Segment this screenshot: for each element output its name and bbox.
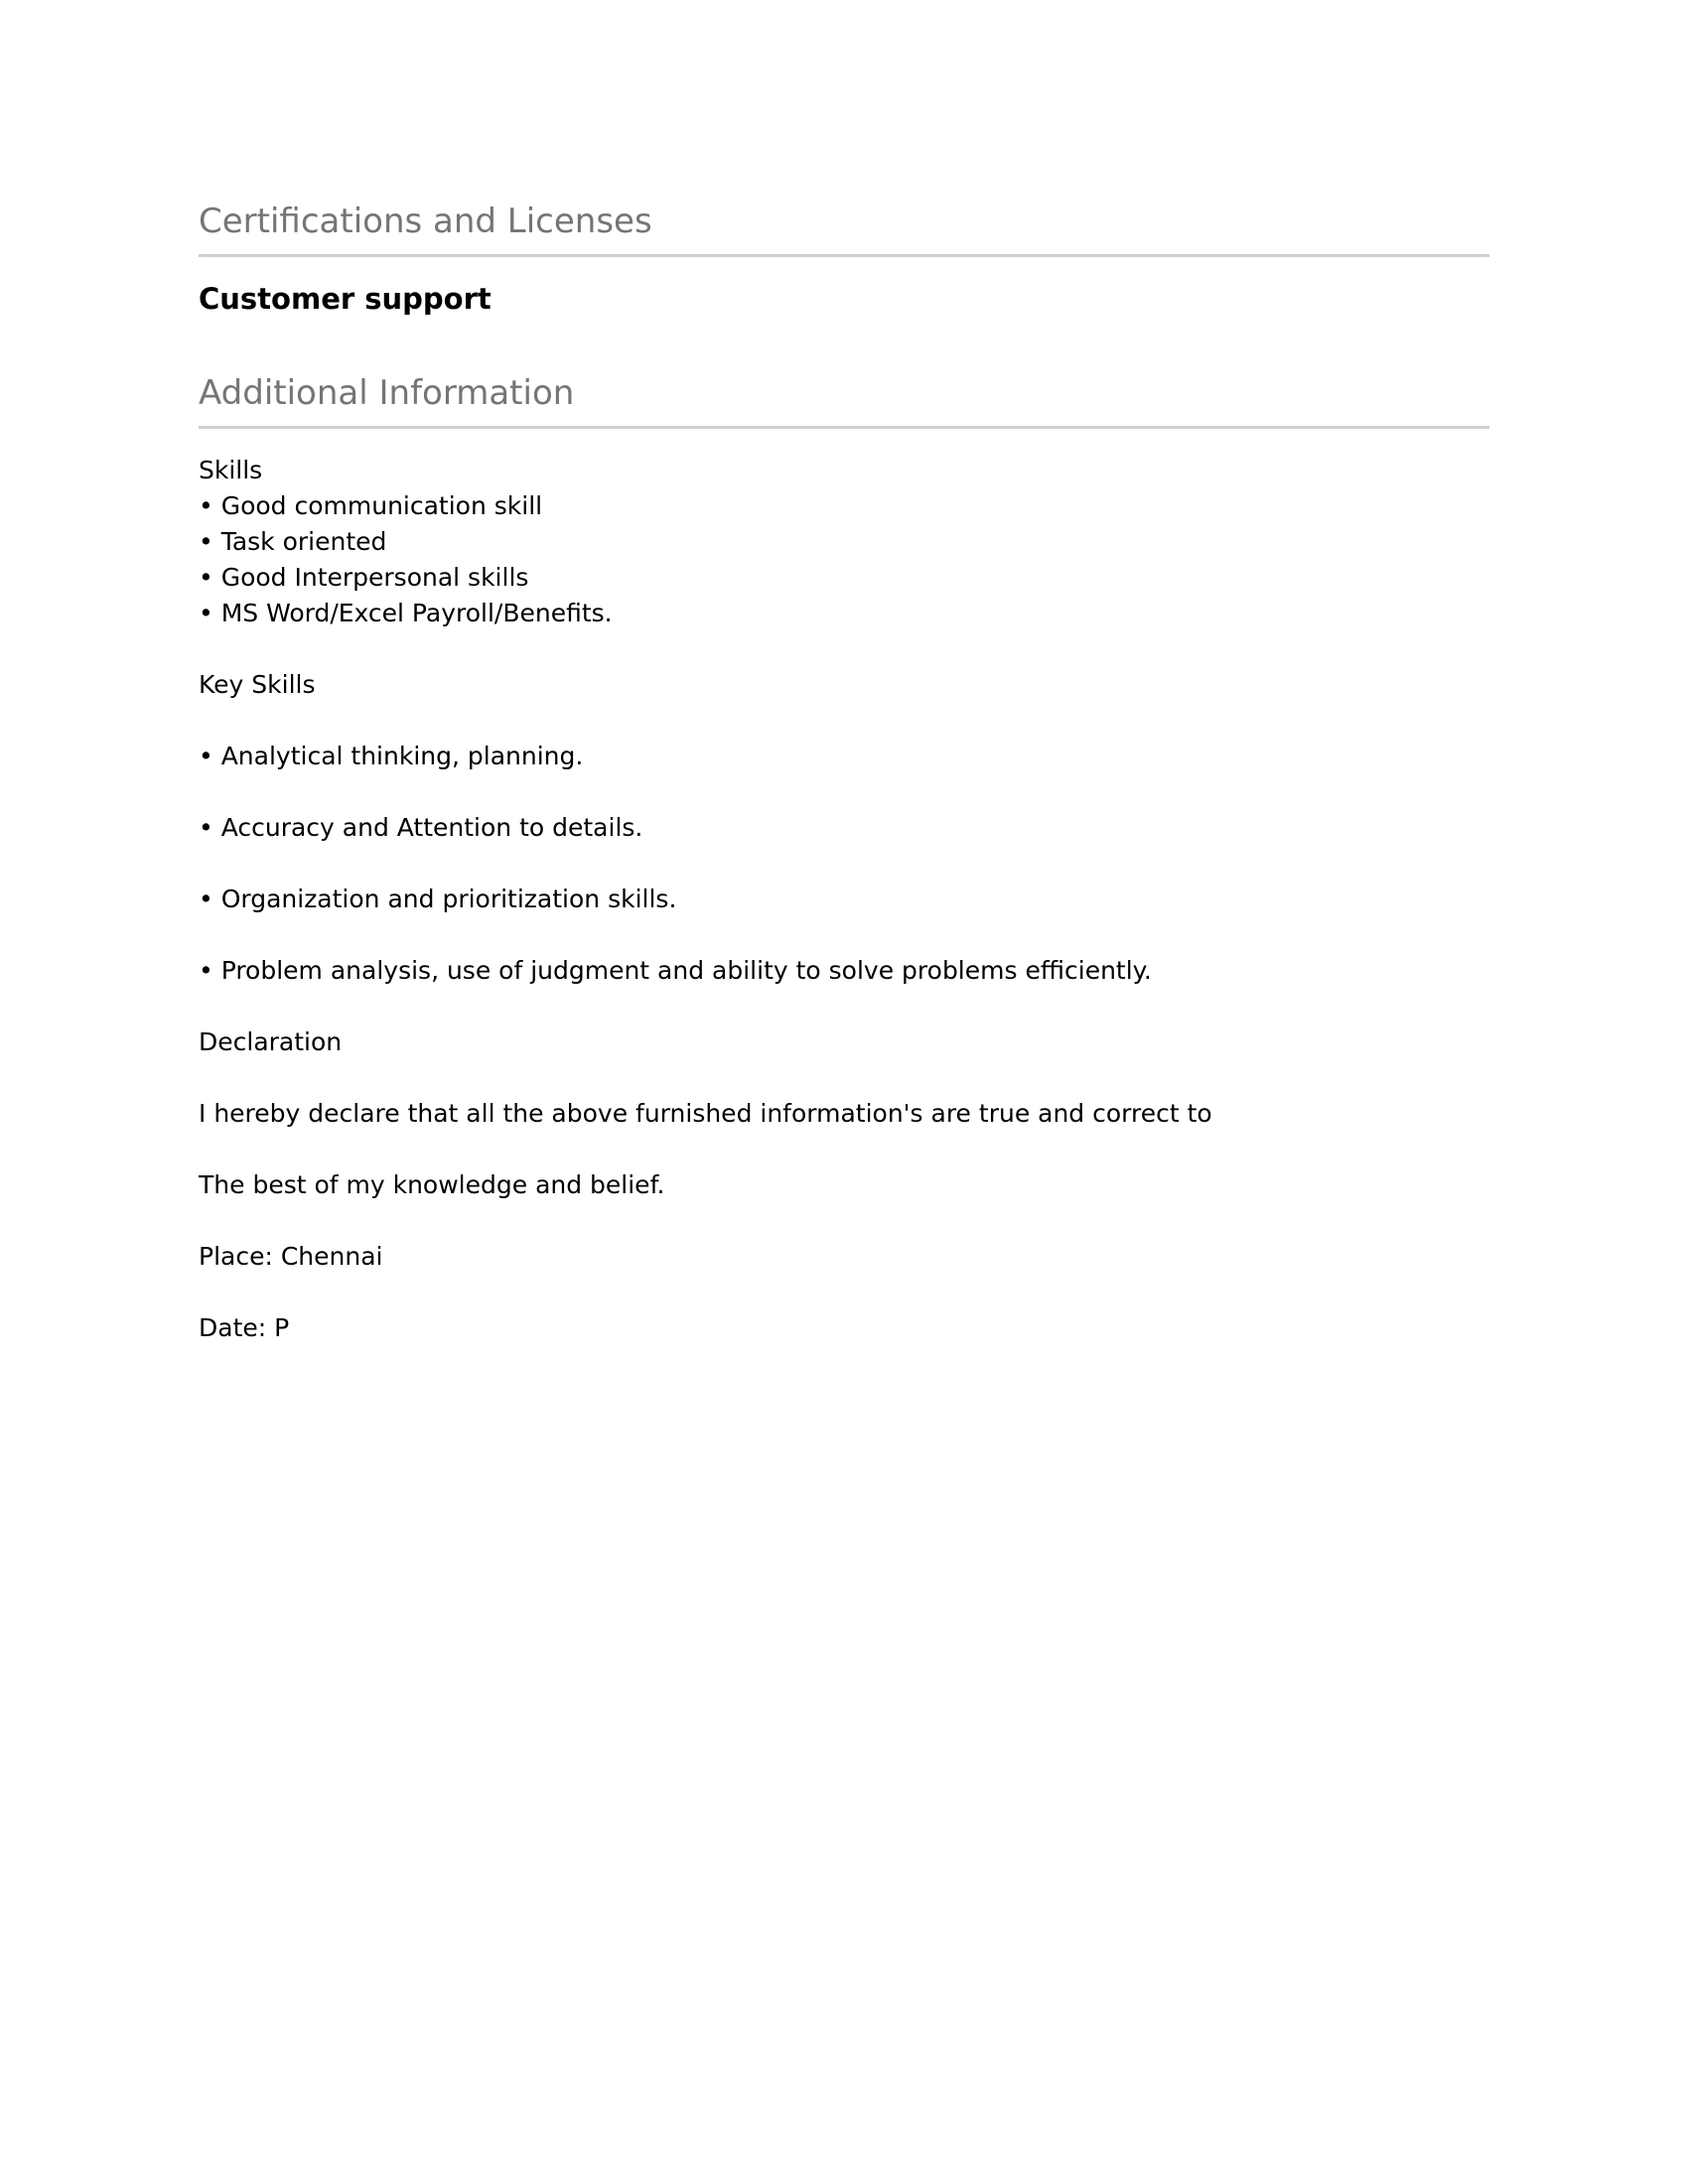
text-line (199, 846, 1489, 882)
text-line: Date: P (199, 1313, 290, 1342)
resume-page (199, 199, 1489, 1346)
text-line: • Task oriented (199, 527, 387, 556)
additional-information-heading: Additional Information (199, 370, 1489, 429)
text-line: • Organization and prioritization skills. (199, 885, 677, 913)
text-line: • Analytical thinking, planning. (199, 742, 584, 770)
additional-information-section (199, 370, 1489, 1346)
text-line: Place: Chennai (199, 1242, 383, 1271)
text-line (199, 774, 1489, 810)
text-line: • Problem analysis, use of judgment and ability to solve problems efficiently. (199, 956, 1152, 985)
text-line: • Accuracy and Attention to details. (199, 813, 643, 842)
text-line (199, 631, 1489, 667)
text-line: I hereby declare that all the above furnished information's are true and correct to (199, 1099, 1212, 1128)
text-line (199, 989, 1489, 1024)
certification-item: Customer support (199, 282, 492, 316)
certifications-section (199, 199, 1489, 319)
text-line (199, 1203, 1489, 1239)
text-line (199, 1275, 1489, 1310)
text-line: Skills (199, 456, 263, 484)
text-line (199, 1132, 1489, 1167)
text-line: The best of my knowledge and belief. (199, 1170, 665, 1199)
text-line: • MS Word/Excel Payroll/Benefits. (199, 599, 613, 627)
text-line: • Good communication skill (199, 491, 543, 520)
text-line: Key Skills (199, 670, 316, 699)
certifications-heading: Certifications and Licenses (199, 199, 1489, 257)
additional-information-body (199, 453, 1489, 1346)
text-line (199, 1060, 1489, 1096)
text-line (199, 917, 1489, 953)
text-line: Declaration (199, 1027, 343, 1056)
text-line: • Good Interpersonal skills (199, 563, 529, 592)
text-line (199, 703, 1489, 739)
